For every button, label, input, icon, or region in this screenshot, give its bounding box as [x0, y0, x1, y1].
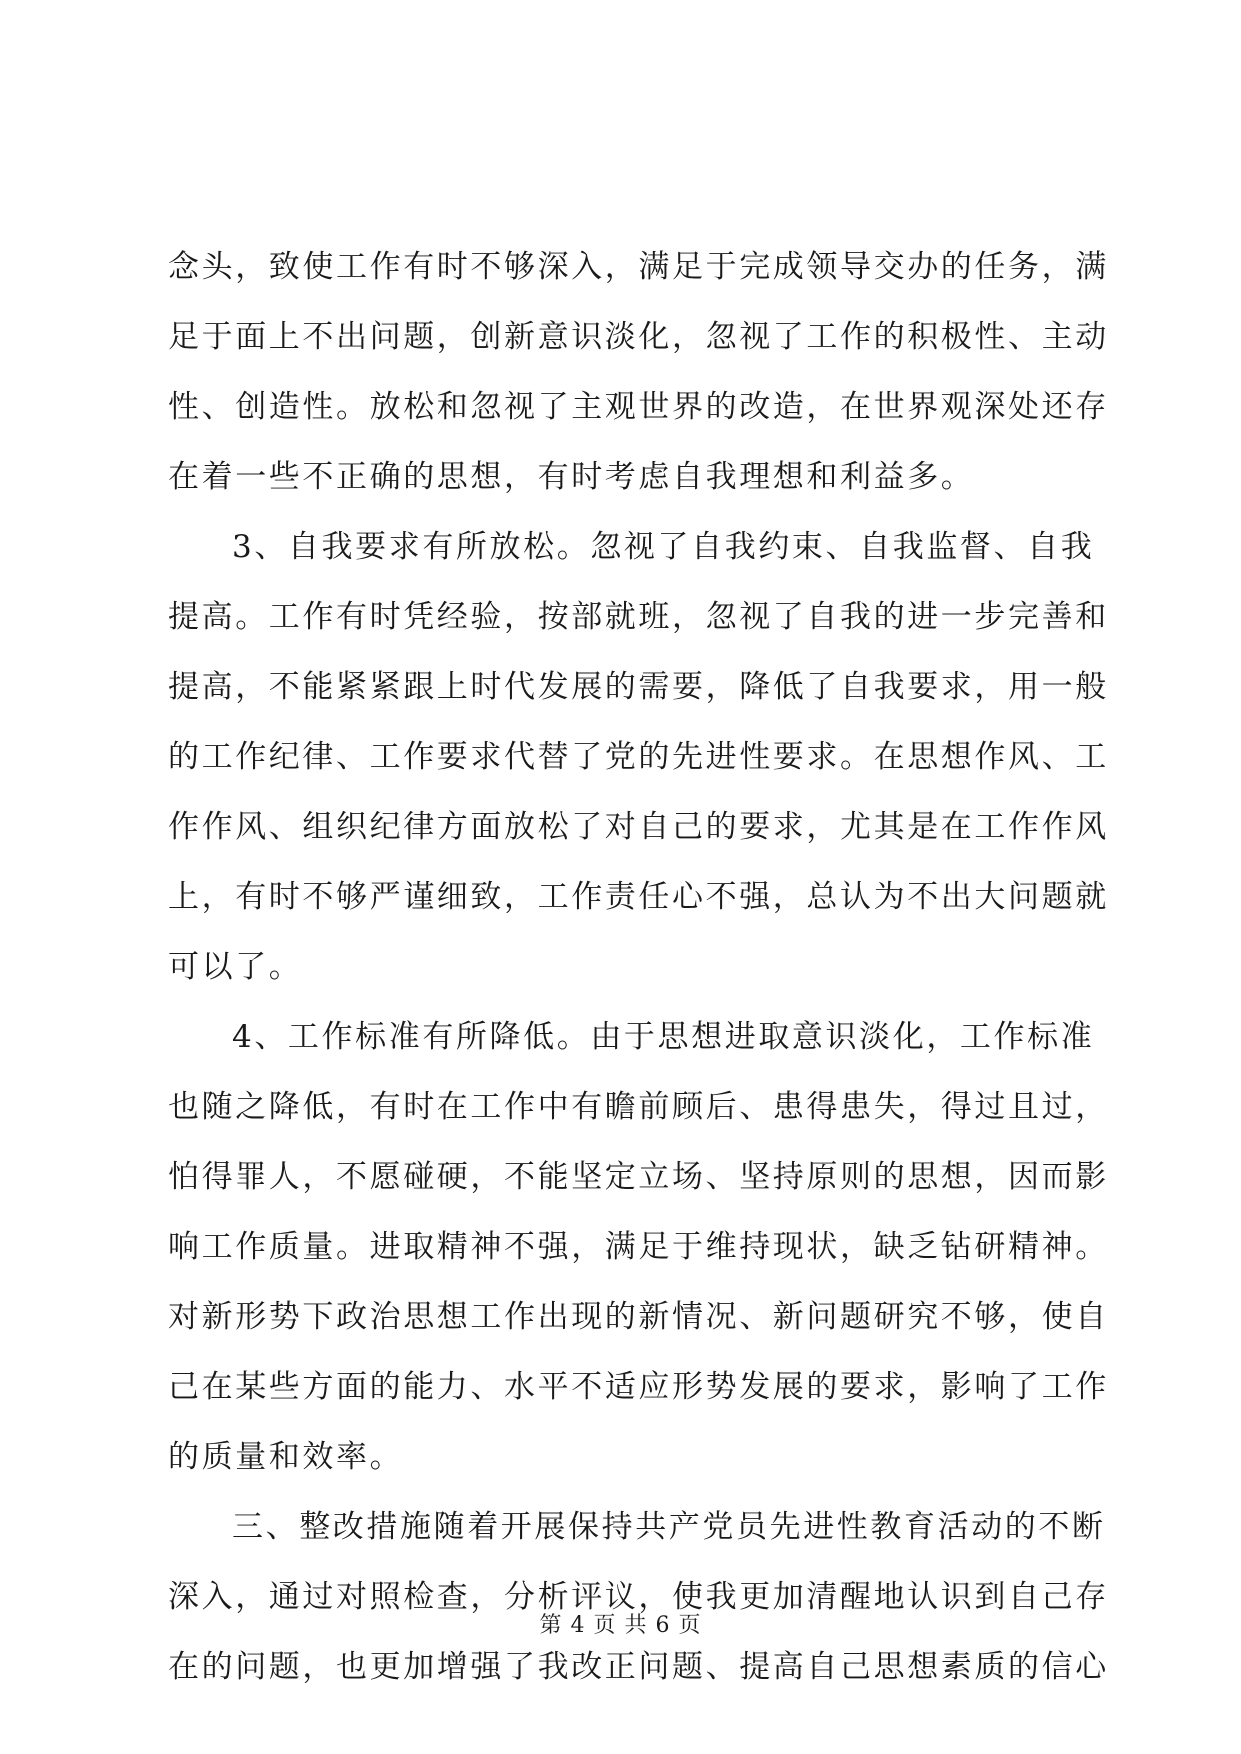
text-line: 可以了。: [168, 949, 303, 985]
text-line: 提高，不能紧紧跟上时代发展的需要，降低了自我要求，用一般: [168, 669, 1109, 705]
text-line: 对新形势下政治思想工作出现的新情况、新问题研究不够，使自: [168, 1299, 1109, 1335]
text-line: 念头，致使工作有时不够深入，满足于完成领导交办的任务，满: [168, 249, 1109, 285]
section-3-heading: 三、整改措施随着开展保持共产党员先进性教育活动的不断: [232, 1509, 1106, 1545]
text-line: 也随之降低，有时在工作中有瞻前顾后、患得患失，得过且过，: [168, 1089, 1109, 1125]
text-line: 在的问题，也更加增强了我改正问题、提高自己思想素质的信心: [168, 1649, 1109, 1685]
text-line: 性、创造性。放松和忽视了主观世界的改造，在世界观深处还存: [168, 389, 1109, 425]
text-line: 在着一些不正确的思想，有时考虑自我理想和利益多。: [168, 459, 975, 495]
paragraph-4-start: 4、工作标准有所降低。由于思想进取意识淡化，工作标准: [232, 1019, 1095, 1055]
text-line: 响工作质量。进取精神不强，满足于维持现状，缺乏钻研精神。: [168, 1229, 1109, 1265]
page-number: 第 4 页 共 6 页: [539, 1613, 702, 1638]
text-line: 己在某些方面的能力、水平不适应形势发展的要求，影响了工作: [168, 1369, 1109, 1405]
paragraph-3-start: 3、自我要求有所放松。忽视了自我约束、自我监督、自我: [232, 529, 1095, 565]
text-line: 怕得罪人，不愿碰硬，不能坚定立场、坚持原则的思想，因而影: [168, 1159, 1109, 1195]
page-footer: [0, 1608, 1241, 1639]
text-line: 足于面上不出问题，创新意识淡化，忽视了工作的积极性、主动: [168, 319, 1109, 355]
body-text: [168, 232, 1109, 1702]
text-line: 深入，通过对照检查，分析评议，使我更加清醒地认识到自己存: [168, 1579, 1109, 1615]
text-line: 的质量和效率。: [168, 1439, 404, 1475]
text-line: 提高。工作有时凭经验，按部就班，忽视了自我的进一步完善和: [168, 599, 1109, 635]
text-line: 作作风、组织纪律方面放松了对自己的要求，尤其是在工作作风: [168, 809, 1109, 845]
text-line: 的工作纪律、工作要求代替了党的先进性要求。在思想作风、工: [168, 739, 1109, 775]
text-line: 上，有时不够严谨细致，工作责任心不强，总认为不出大问题就: [168, 879, 1109, 915]
